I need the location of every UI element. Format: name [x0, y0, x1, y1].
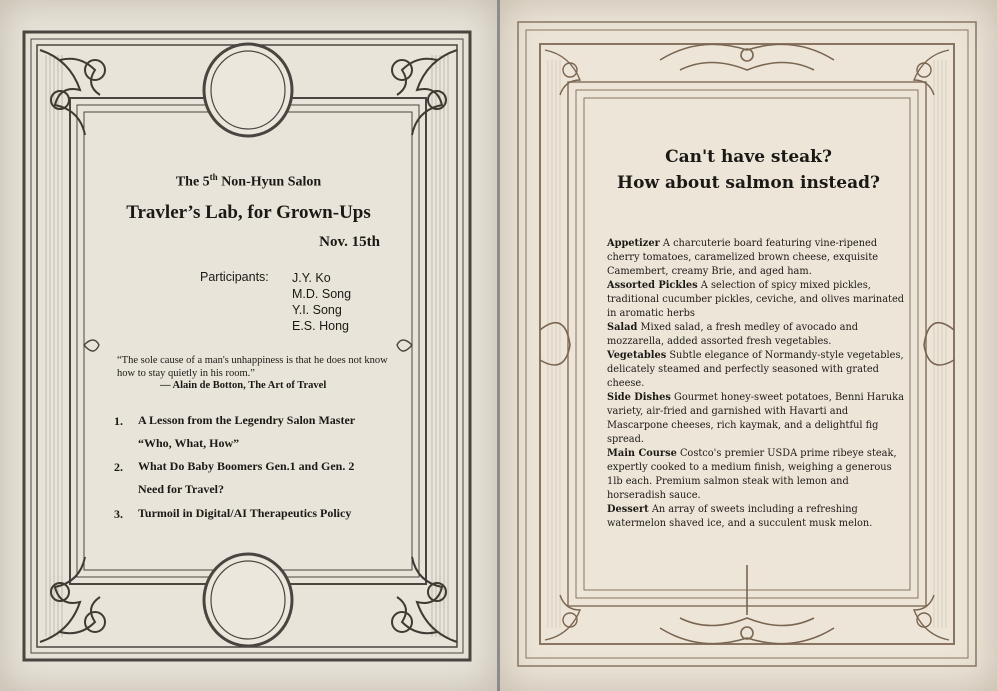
menu-card [500, 0, 997, 691]
menu-course: Vegetables Subtle elegance of Normandy-style vegetables, delicately steamed and perfectly seasoned with grated cheese. [607, 350, 904, 389]
participants-list [292, 270, 351, 334]
event-title: Travler’s Lab, for Grown-Ups [126, 202, 371, 223]
quote-text: “The sole cause of a man's unhappiness is that he does not know how to stay quietly in his room.” [117, 355, 388, 379]
menu-course: Salad Mixed salad, a fresh medley of avocado and mozzarella, added assorted fresh vegetables. [607, 322, 859, 347]
participant-name: E.S. Hong [292, 319, 349, 333]
agenda-item: What Do Baby Boomers Gen.1 and Gen. 2 Need for Travel? [138, 459, 355, 496]
invitation-card [0, 0, 497, 691]
menu-course: Dessert An array of sweets including a refreshing watermelon shaved ice, and a succulent musk melon. [607, 504, 873, 529]
agenda-number: 3. [114, 507, 123, 521]
participant-name: Y.I. Song [292, 303, 342, 317]
menu-course: Side Dishes Gourmet honey-sweet potatoes, Benni Haruka variety, air-fried and garnished with Havarti and Mascarpone cheeses, rich kaymak, and a delightful fig spread. [607, 392, 904, 445]
agenda-number: 1. [114, 414, 123, 428]
menu-heading: Can't have steak? How about salmon instead? [617, 147, 880, 193]
participant-name: M.D. Song [292, 287, 352, 301]
quote-attribution: — Alain de Botton, The Art of Travel [160, 380, 327, 391]
menu-course: Appetizer A charcuterie board featuring vine-ripened cherry tomatoes, caramelized brown cheese, exquisite Camembert, creamy Brie, and aged ham. [607, 238, 879, 277]
agenda-number: 2. [114, 460, 123, 474]
ornate-frame-left [0, 0, 497, 691]
agenda-item: A Lesson from the Legendry Salon Master “Who, What, How” [138, 413, 356, 450]
menu-course: Assorted Pickles A selection of spicy mixed pickles, traditional cucumber pickles, ceviche, and olives marinated in aromatic herbs [607, 280, 905, 319]
participant-name: J.Y. Ko [292, 271, 331, 285]
event-date: Nov. 15th [319, 234, 380, 250]
salon-title: The 5th Non-Hyun Salon [175, 172, 322, 190]
menu-course: Main Course Costco's premier USDA prime ribeye steak, expertly cooked to a medium finish, weighing a generous 1lb each. Premium salmon steak with lemon and horseradish sauce. [607, 448, 897, 501]
menu-courses [607, 237, 907, 531]
agenda-item: Turmoil in Digital/AI Therapeutics Policy [138, 506, 352, 520]
participants-label: Participants: [200, 270, 269, 284]
